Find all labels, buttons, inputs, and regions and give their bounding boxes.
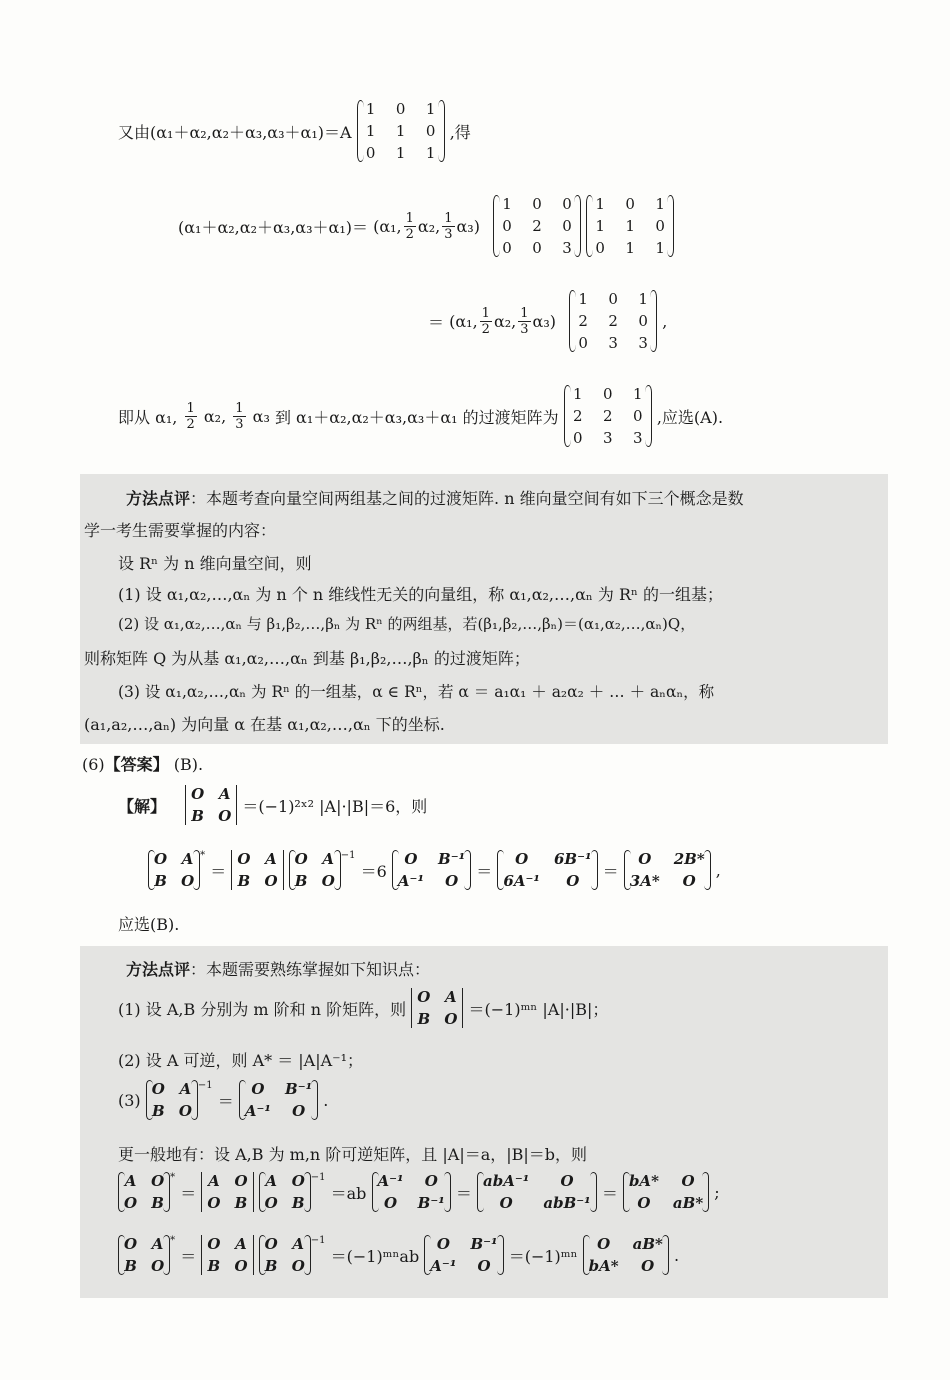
review1-line4: (1) 设 α₁,α₂,…,αₙ 为 n 个 n 维线性无关的向量组，称 α₁,α₂,…,αₙ 为 Rⁿ 的一组基； xyxy=(118,585,724,604)
matrix-cell: 0 xyxy=(595,239,605,257)
p3-prefix: (3) xyxy=(118,1090,141,1110)
review1-line7: (3) 设 α₁,α₂,…,αₙ 为 Rⁿ 的一组基，α ∈ Rⁿ，若 α ＝ a₁α₁ ＋ a₂α₂ ＋ … ＋ aₙαₙ，称 xyxy=(118,683,715,701)
mat-ab-star: O aB* bA* O xyxy=(583,1235,669,1275)
review2-general: 更一般地有：设 A,B 为 m,n 阶可逆矩阵，且 |A|＝a，|B|＝b，则 xyxy=(118,1145,588,1164)
equation-2 xyxy=(428,290,667,352)
mat-oabo-2: O A B O xyxy=(289,850,341,890)
matrix-cell: 1 xyxy=(625,217,635,235)
matrix-cell: 0 xyxy=(365,144,376,162)
review2-p3 xyxy=(118,1080,328,1120)
star-1: * xyxy=(200,849,206,861)
fraction-half: $\frac{1}{2}$ xyxy=(405,210,414,242)
eq-sign-1: ＝ xyxy=(210,861,227,881)
det-oabo-4: O A B O xyxy=(201,1235,253,1275)
matrix-cell: 2 xyxy=(602,407,613,425)
review2-p1 xyxy=(118,988,608,1028)
period-p3: . xyxy=(323,1090,329,1110)
review1-line3: 设 Rⁿ 为 n 维向量空间，则 xyxy=(118,554,312,573)
inv-g1: −1 xyxy=(310,1171,326,1183)
matrix-cell: 0 xyxy=(608,290,618,308)
conclusion-prefix: 即从 α₁, xyxy=(118,407,178,427)
mat-inv-blocks: O B⁻¹ A⁻¹ O xyxy=(392,850,471,890)
matrix-cell: 3 xyxy=(632,429,643,447)
adjoint-equation xyxy=(148,850,721,890)
basis-close-2: α₃) xyxy=(532,311,556,331)
matrix-cell: 1 xyxy=(595,217,605,235)
matrix-cell: 1 xyxy=(595,195,605,213)
inv-3: −1 xyxy=(197,1079,213,1091)
fraction-third-3: $\frac{1}{3}$ xyxy=(235,400,244,432)
matrix-a xyxy=(357,100,445,162)
review1-line8: (a₁,a₂,…,aₙ) 为向量 α 在基 α₁,α₂,…,αₙ 下的坐标. xyxy=(84,715,445,734)
matrix-cell: 1 xyxy=(572,385,583,403)
eq-sign-3: ＝ xyxy=(602,861,619,881)
review1-line1 xyxy=(126,486,744,509)
answer-value: (B). xyxy=(173,755,204,774)
conclusion-suffix: ,应选(A). xyxy=(656,407,724,427)
eq1-basis xyxy=(373,211,480,242)
matrix-cell: 0 xyxy=(578,334,588,352)
period-g2: . xyxy=(673,1245,680,1265)
det-oabo-3: O A B O xyxy=(411,988,463,1028)
eq-g1a: ＝ xyxy=(180,1183,197,1203)
matrix-cell: 0 xyxy=(395,100,406,118)
mat-aobo-2: A O O B xyxy=(259,1172,311,1212)
semicolon-g1: ; xyxy=(714,1182,720,1202)
matrix-result-2 xyxy=(564,385,652,447)
mat-inv-p3: O B⁻¹ A⁻¹ O xyxy=(239,1080,318,1120)
answer-number: (6) xyxy=(82,755,105,774)
eq-sign-2: ＝ xyxy=(476,861,493,881)
matrix-cell: 0 xyxy=(655,217,665,235)
matrix-cell: 1 xyxy=(395,122,406,140)
matrix-cell: 1 xyxy=(578,290,588,308)
review1-line6: 则称矩阵 Q 为从基 α₁,α₂,…,αₙ 到基 β₁,β₂,…,βₙ 的过渡矩阵； xyxy=(84,649,530,668)
solution-label: 【解】 xyxy=(118,796,167,816)
basis-mid: α₂, xyxy=(417,216,441,236)
coef-neg: ＝(−1)ᵐⁿ xyxy=(508,1246,578,1266)
matrix-cell: 1 xyxy=(638,290,648,308)
basis-mid-2: α₂, xyxy=(493,311,517,331)
mat-oabo-5: O A B O xyxy=(259,1235,311,1275)
conclusion xyxy=(118,385,723,447)
matrix-cell: 1 xyxy=(632,385,643,403)
answer-label: 【答案】 xyxy=(104,755,169,774)
fraction-third-2: $\frac{1}{3}$ xyxy=(520,305,529,337)
method-review-1 xyxy=(80,474,888,744)
matrix-cell: 0 xyxy=(562,195,572,213)
mat-ab-blocks: abA⁻¹ O O abB⁻¹ xyxy=(477,1172,597,1212)
final-choice: 应选(B). xyxy=(118,915,180,934)
matrix-cell: 1 xyxy=(625,239,635,257)
matrix-cell: 0 xyxy=(572,429,583,447)
review2-title: 方法点评 xyxy=(126,960,191,979)
p1-prefix: (1) 设 A,B 分别为 m 阶和 n 阶矩阵，则 xyxy=(118,999,407,1019)
basis-open: (α₁, xyxy=(373,216,402,236)
fraction-half-3: $\frac{1}{2}$ xyxy=(186,400,195,432)
matrix-cell: 0 xyxy=(638,312,648,330)
matrix-cell: 3 xyxy=(562,239,572,257)
coef-6: ＝6 xyxy=(360,861,387,881)
matrix-result xyxy=(569,290,657,352)
eq2-basis xyxy=(449,306,556,337)
solution-line xyxy=(118,785,427,825)
matrix-cell: 0 xyxy=(602,385,613,403)
mat-aobo: A O O B xyxy=(118,1172,170,1212)
matrix-cell: 1 xyxy=(365,122,376,140)
matrix-cell: 0 xyxy=(562,217,572,235)
p1-suffix: ＝(−1)ᵐⁿ |A|·|B|； xyxy=(468,999,609,1019)
equation-1 xyxy=(178,195,674,257)
comma-1: , xyxy=(715,860,721,880)
mat-ba-star: bA* O O aB* xyxy=(623,1172,709,1212)
matrix-cell: 2 xyxy=(532,217,542,235)
review1-line2: 学一考生需要掌握的内容： xyxy=(84,521,277,540)
review2-p2: (2) 设 A 可逆，则 A* ＝ |A|A⁻¹； xyxy=(118,1051,364,1070)
matrix-cell: 0 xyxy=(632,407,643,425)
alpha-3: α₃ xyxy=(252,406,270,426)
matrix-cell: 0 xyxy=(502,239,512,257)
mat-oabo: O A B O xyxy=(148,850,200,890)
matrix-cell: 3 xyxy=(638,334,648,352)
mat-ainv-binv: A⁻¹ O O B⁻¹ xyxy=(372,1172,451,1212)
matrix-cell: 2 xyxy=(608,312,618,330)
matrix-cell: 1 xyxy=(425,144,436,162)
matrix-cell: 1 xyxy=(425,100,436,118)
eq2-prefix: ＝ xyxy=(428,312,445,332)
review1-text1: ：本题考查向量空间两组基之间的过渡矩阵. n 维向量空间有如下三个概念是数 xyxy=(190,489,744,508)
det-aobo: A O O B xyxy=(201,1172,253,1212)
mat-star-blocks: O 2B* 3A* O xyxy=(624,850,711,890)
matrix-cell: 1 xyxy=(502,195,512,213)
review1-title: 方法点评 xyxy=(126,489,191,508)
fraction-third: $\frac{1}{3}$ xyxy=(444,210,453,242)
matrix-cell: 0 xyxy=(502,217,512,235)
matrix-cell: 0 xyxy=(532,195,542,213)
matrix-cell: 0 xyxy=(625,195,635,213)
star-g1: * xyxy=(170,1171,176,1183)
general-eq-1 xyxy=(118,1172,720,1212)
basis-open-2: (α₁, xyxy=(449,311,478,331)
matrix-diag xyxy=(493,195,581,257)
star-g2: * xyxy=(170,1234,176,1246)
matrix-a-repeat xyxy=(586,195,674,257)
eq-g2a: ＝ xyxy=(180,1246,197,1266)
review2-intro xyxy=(126,957,430,980)
det-oabo-2: O A B O xyxy=(231,850,283,890)
general-eq-2 xyxy=(118,1235,679,1275)
matrix-cell: 2 xyxy=(572,407,583,425)
matrix-cell: 3 xyxy=(602,429,613,447)
review1-line5: (2) 设 α₁,α₂,…,αₙ 与 β₁,β₂,…,βₙ 为 Rⁿ 的两组基，若(β₁,β₂,…,βₙ)＝(α₁,α₂,…,αₙ)Q， xyxy=(118,615,696,633)
fraction-half-2: $\frac{1}{2}$ xyxy=(481,305,490,337)
conclusion-mid: 到 α₁＋α₂,α₂＋α₃,α₃＋α₁ 的过渡矩阵为 xyxy=(274,407,559,427)
statement-suffix: ,得 xyxy=(449,122,471,142)
eq-g1c: ＝ xyxy=(601,1183,618,1203)
matrix-cell: 0 xyxy=(425,122,436,140)
mat-oabo-3: O A B O xyxy=(146,1080,198,1120)
matrix-cell: 2 xyxy=(578,312,588,330)
inv-g2: −1 xyxy=(310,1234,326,1246)
det-oabo: O A B O xyxy=(185,785,237,825)
matrix-cell: 1 xyxy=(655,239,665,257)
det-equation: ＝(−1)²ˣ² |A|·|B|＝6，则 xyxy=(242,796,428,816)
matrix-cell: 1 xyxy=(395,144,406,162)
mat-6-blocks: O 6B⁻¹ 6A⁻¹ O xyxy=(497,850,597,890)
coef-ab: ＝ab xyxy=(330,1183,367,1203)
mat-inv-g2: O B⁻¹ A⁻¹ O xyxy=(424,1235,503,1275)
alpha-2: α₂, xyxy=(203,406,227,426)
eq2-suffix: , xyxy=(662,311,668,331)
matrix-cell: 1 xyxy=(365,100,376,118)
matrix-cell: 1 xyxy=(655,195,665,213)
transition-statement xyxy=(118,100,471,162)
eq-g1b: ＝ xyxy=(455,1183,472,1203)
matrix-cell: 3 xyxy=(608,334,618,352)
eq1-lhs: (α₁＋α₂,α₂＋α₃,α₃＋α₁)＝ xyxy=(178,217,368,237)
coef-neg-ab: ＝(−1)ᵐⁿab xyxy=(330,1246,420,1266)
basis-close: α₃) xyxy=(456,216,480,236)
review2-intro-text: ：本题需要熟练掌握如下知识点： xyxy=(190,960,431,979)
answer-line xyxy=(82,752,203,775)
mat-oabo-4: O A B O xyxy=(118,1235,170,1275)
inv-1: −1 xyxy=(340,849,356,861)
matrix-cell: 0 xyxy=(532,239,542,257)
eq-sign-p3: ＝ xyxy=(217,1091,234,1111)
statement-prefix: 又由(α₁＋α₂,α₂＋α₃,α₃＋α₁)＝A xyxy=(118,122,352,142)
